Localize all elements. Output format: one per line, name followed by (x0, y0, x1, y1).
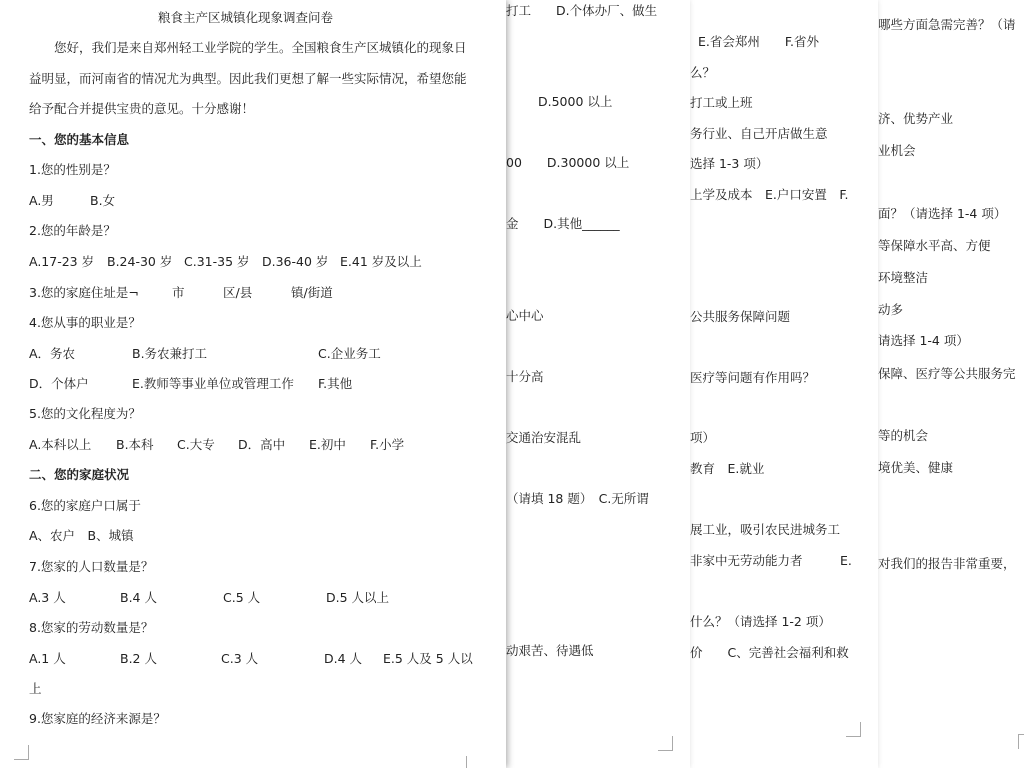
option-text: B.务农兼打工 (132, 346, 208, 361)
text-line: 保障、医疗等公共服务完 (878, 366, 1016, 381)
address-part: 市 (172, 285, 185, 300)
section-heading: 二、您的家庭状况 (29, 467, 130, 482)
option-text: C.3 人 (221, 651, 259, 666)
text-line: 环境整洁 (878, 270, 929, 285)
document-page-1 (0, 0, 506, 768)
option-text: D．个体户 (29, 376, 89, 391)
text-line: 打工或上班 (690, 95, 753, 110)
text-line: 选择 1-3 项） (690, 156, 769, 171)
text-line: D.5000 以上 (538, 94, 613, 109)
intro-line: 益明显，而河南省的情况尤为典型。因此我们更想了解一些实际情况，希望您能 (29, 71, 467, 86)
text-line: 十分高 (506, 369, 544, 384)
address-part: 镇/街道 (291, 285, 333, 300)
option-text: C.31-35 岁 (184, 254, 250, 269)
text-line: 对我们的报告非常重要， (878, 556, 1016, 571)
page-margin-mark (1018, 734, 1024, 749)
text-line: 动多 (878, 302, 904, 317)
option-text: D.5 人以上 (326, 590, 390, 605)
text-line: 价 C、完善社会福利和救 (690, 645, 849, 660)
text-line: 面？（请选择 1-4 项） (878, 206, 1007, 221)
option-text: 上 (29, 681, 42, 696)
text-line: 医疗等问题有作用吗？ (690, 370, 816, 385)
option-text: E.教师等事业单位或管理工作 (132, 376, 294, 391)
option-text: B.女 (90, 193, 116, 208)
section-heading: 一、您的基本信息 (29, 132, 130, 147)
option-text: D.4 人 (324, 651, 363, 666)
question-text: 2.您的年龄是？ (29, 223, 116, 238)
option-text: B.本科 (116, 437, 154, 452)
text-line: 哪些方面急需完善？（请 (878, 17, 1016, 32)
option-text: A、农户 B、城镇 (29, 528, 134, 543)
page-margin-mark (14, 745, 29, 760)
option-text: A.男 (29, 193, 54, 208)
option-text: D．高中 (238, 437, 286, 452)
page-margin-mark (658, 736, 673, 751)
text-line: 教育 E.就业 (690, 461, 765, 476)
intro-line: 给予配合并提供宝贵的意见。十分感谢！ (29, 101, 255, 116)
text-line: 等的机会 (878, 428, 929, 443)
document-page-4 (878, 0, 1024, 768)
text-line: 请选择 1-4 项） (878, 333, 969, 348)
question-text: 6.您的家庭户口属于 (29, 498, 141, 513)
question-text: 8.您家的劳动数量是？ (29, 620, 154, 635)
question-text: 1.您的性别是？ (29, 162, 116, 177)
question-text: 3.您的家庭住址是¬ (29, 285, 139, 300)
option-text: A．务农 (29, 346, 76, 361)
question-text: 4.您从事的职业是？ (29, 315, 141, 330)
text-line: 业机会 (878, 143, 916, 158)
question-text: 5.您的文化程度为？ (29, 406, 141, 421)
page-margin-mark (466, 756, 481, 768)
document-page-3 (690, 0, 878, 768)
option-text: F.小学 (370, 437, 405, 452)
option-text: B.4 人 (120, 590, 157, 605)
document-page-2 (506, 0, 690, 768)
text-line: 济、优势产业 (878, 111, 954, 126)
text-line: 境优美、健康 (878, 460, 954, 475)
option-text: D.36-40 岁 (262, 254, 329, 269)
option-text: A.1 人 (29, 651, 66, 666)
option-text: A.3 人 (29, 590, 66, 605)
address-part: 区/县 (223, 285, 253, 300)
text-line: 心中心 (506, 308, 544, 323)
text-line: 公共服务保障问题 (690, 309, 791, 324)
text-line: E.省会郑州 F.省外 (698, 34, 820, 49)
text-line: 么？ (690, 65, 716, 80)
option-text: A.本科以上 (29, 437, 92, 452)
text-line: 什么？（请选择 1-2 项） (690, 614, 831, 629)
question-text: 7.您家的人口数量是？ (29, 559, 154, 574)
page-title: 粮食主产区城镇化现象调查问卷 (158, 10, 334, 25)
option-text: E.初中 (309, 437, 346, 452)
option-text: C.大专 (177, 437, 215, 452)
option-text: A.17-23 岁 (29, 254, 95, 269)
text-line: 打工 D.个体办厂、做生 (506, 3, 658, 18)
option-text: E.41 岁及以上 (340, 254, 422, 269)
text-line: 项） (690, 430, 716, 445)
text-line: 务行业、自己开店做生意 (690, 126, 828, 141)
option-text: B.24-30 岁 (107, 254, 173, 269)
option-text: B.2 人 (120, 651, 157, 666)
text-line: 等保障水平高、方便 (878, 238, 991, 253)
text-line: （请填 18 题） C.无所谓 (506, 491, 649, 506)
option-text: C.5 人 (223, 590, 261, 605)
text-line: 交通治安混乱 (506, 430, 582, 445)
text-line: 非家中无劳动能力者 E. (690, 553, 852, 568)
question-text: 9.您家庭的经济来源是？ (29, 711, 166, 726)
text-line: 00 D.30000 以上 (506, 155, 630, 170)
page-margin-mark (846, 722, 861, 737)
text-line: 展工业，吸引农民进城务工 (690, 522, 841, 537)
option-text: C.企业务工 (318, 346, 381, 361)
text-line: 金 D.其他______ (506, 216, 620, 231)
text-line: 动艰苦、待遇低 (506, 643, 594, 658)
option-text: E.5 人及 5 人以 (383, 651, 473, 666)
intro-line: 您好，我们是来自郑州轻工业学院的学生。全国粮食生产区城镇化的现象日 (54, 40, 467, 55)
option-text: F.其他 (318, 376, 353, 391)
text-line: 上学及成本 E.户口安置 F. (690, 187, 849, 202)
